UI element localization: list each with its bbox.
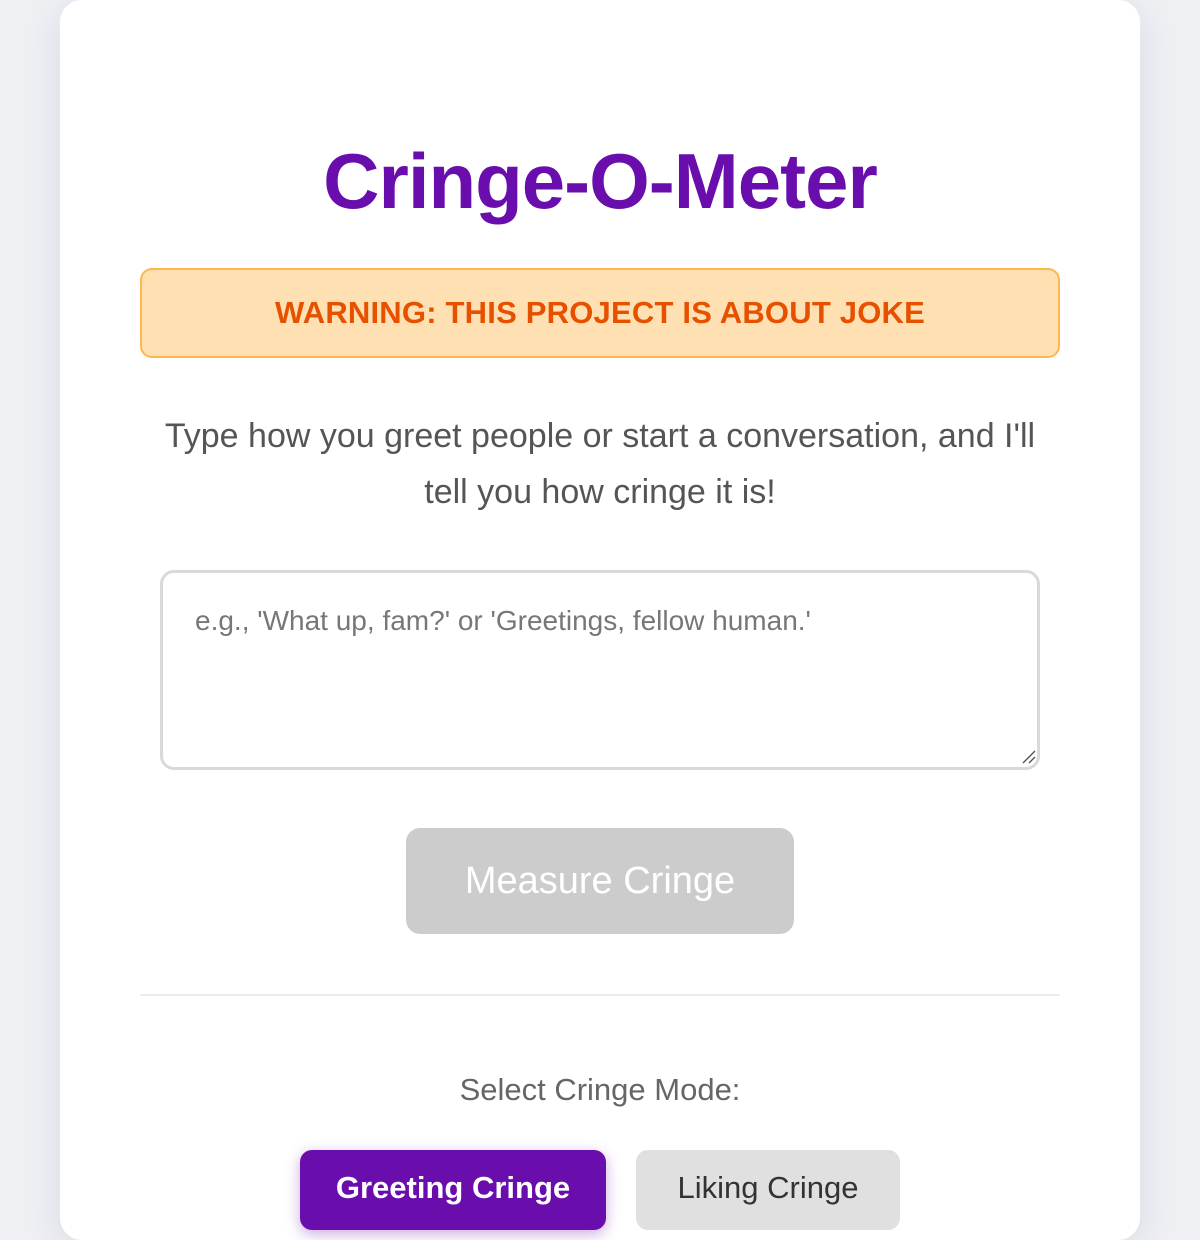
resize-handle-icon[interactable] <box>1020 748 1036 764</box>
warning-text: WARNING: THIS PROJECT IS ABOUT JOKE <box>274 295 925 330</box>
greeting-textarea[interactable] <box>160 570 1040 770</box>
mode-button-group <box>300 1150 900 1230</box>
liking-cringe-mode-button[interactable]: Liking Cringe <box>636 1150 900 1230</box>
warning-banner <box>140 268 1060 358</box>
measure-cringe-button[interactable]: Measure Cringe <box>406 828 794 934</box>
greeting-cringe-mode-button[interactable]: Greeting Cringe <box>300 1150 606 1230</box>
main-card <box>60 0 1140 1240</box>
greeting-input-wrapper <box>160 570 1040 770</box>
mode-select-label: Select Cringe Mode: <box>459 1072 741 1107</box>
section-divider <box>140 994 1060 996</box>
page-title: Cringe-O-Meter <box>323 137 877 225</box>
description-text: Type how you greet people or start a conversation, and I'll tell you how cringe it is! <box>164 417 1036 511</box>
